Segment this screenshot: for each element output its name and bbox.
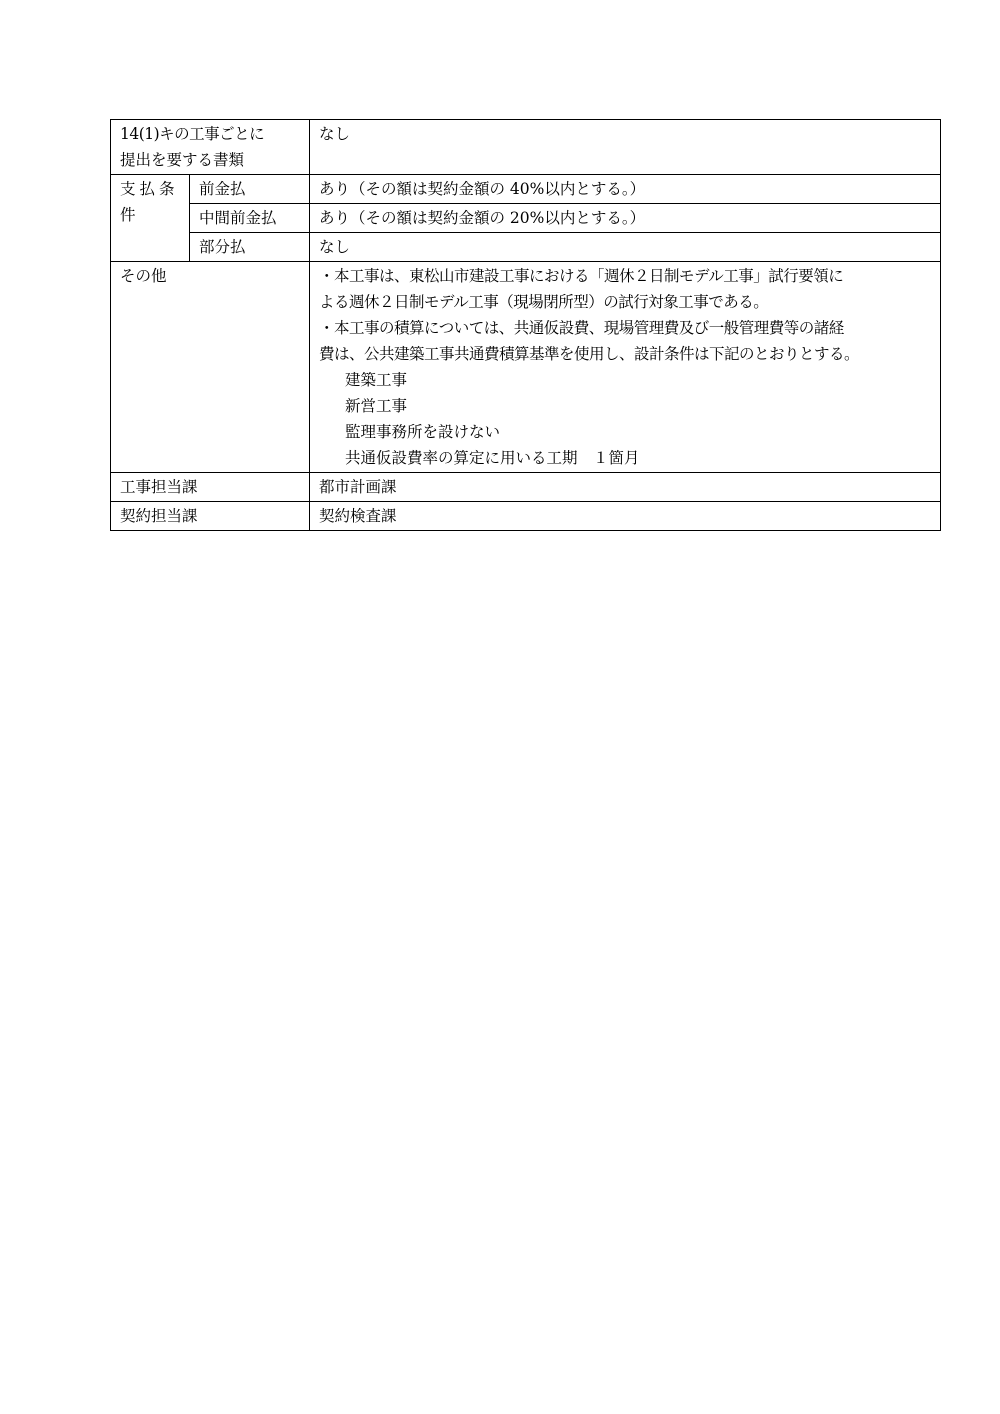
payment-item-cell: 中間前金払 <box>190 204 310 233</box>
payment-label-line-2: 件 <box>120 206 136 224</box>
construction-section-value: 都市計画課 <box>310 473 941 502</box>
documents-value-cell: なし <box>310 120 941 175</box>
payment-item-cell: 前金払 <box>190 175 310 204</box>
payment-value-cell: なし <box>310 233 941 262</box>
other-label-cell: その他 <box>111 262 310 473</box>
payment-label-line-1: 支払条 <box>120 180 179 198</box>
contract-conditions-table <box>110 119 941 531</box>
documents-label-line-1: 14(1)キの工事ごとに <box>120 125 265 143</box>
other-text-line: ・本工事の積算については、共通仮設費、現場管理費及び一般管理費等の諸経 <box>319 319 844 337</box>
other-text-line: ・本工事は、東松山市建設工事における「週休２日制モデル工事」試行要領に <box>319 267 844 285</box>
table-row-payment-advance <box>111 175 941 204</box>
table-row-payment-interim <box>111 204 941 233</box>
design-condition-item: 共通仮設費率の算定に用いる工期 １箇月 <box>345 449 640 467</box>
payment-value-cell: あり（その額は契約金額の 20%以内とする。） <box>310 204 941 233</box>
payment-value-cell: あり（その額は契約金額の 40%以内とする。） <box>310 175 941 204</box>
table-row-construction-section <box>111 473 941 502</box>
documents-label-line-2: 提出を要する書類 <box>120 151 245 169</box>
table-row-documents <box>111 120 941 175</box>
table-row-other <box>111 262 941 473</box>
payment-label-cell <box>111 175 190 262</box>
construction-section-label: 工事担当課 <box>111 473 310 502</box>
other-text-line: 費は、公共建築工事共通費積算基準を使用し、設計条件は下記のとおりとする。 <box>319 345 860 363</box>
document-page <box>110 119 941 531</box>
documents-label-cell <box>111 120 310 175</box>
table-row-contract-section <box>111 502 941 531</box>
design-condition-item: 建築工事 <box>345 371 408 389</box>
table-row-payment-partial <box>111 233 941 262</box>
payment-item-cell: 部分払 <box>190 233 310 262</box>
design-condition-item: 新営工事 <box>345 397 408 415</box>
other-text-line: よる週休２日制モデル工事（現場閉所型）の試行対象工事である。 <box>319 293 769 311</box>
contract-section-label: 契約担当課 <box>111 502 310 531</box>
other-value-cell <box>310 262 941 473</box>
contract-section-value: 契約検査課 <box>310 502 941 531</box>
design-condition-item: 監理事務所を設けない <box>345 423 501 441</box>
